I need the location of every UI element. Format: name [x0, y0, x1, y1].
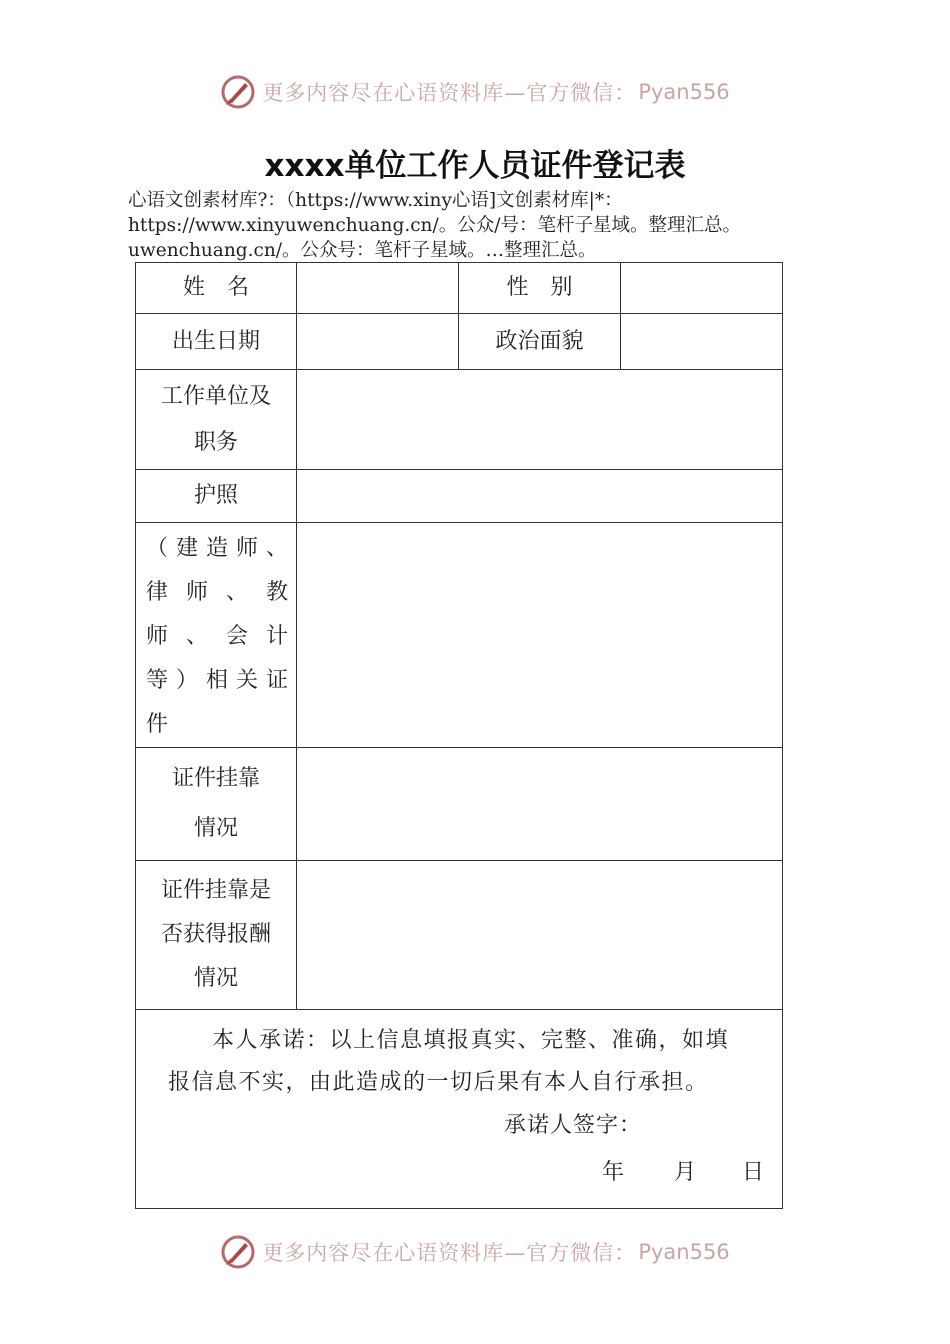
- paid-label-line-3: 情况: [193, 966, 238, 991]
- paid-label-cell: [136, 861, 297, 1010]
- table-row: [136, 748, 783, 861]
- birth-label-cell: [136, 314, 297, 370]
- work-unit-label-line-1: 工作单位及: [160, 383, 271, 409]
- source-note-line-2: https://www.xinyuwenchuang.cn/。公众/号：笔杆子星域。整理汇总。: [128, 215, 741, 236]
- promise-cell: [136, 1010, 783, 1209]
- day-label: 日: [742, 1160, 765, 1185]
- certificate-label-line: 师、会计: [146, 624, 288, 649]
- cert-affiliation-label-line-1: 证件挂靠: [171, 766, 260, 791]
- watermark-text: 更多内容尽在心语资料库—官方微信：: [262, 81, 637, 105]
- politics-label: 政治面貌: [495, 328, 584, 354]
- passport-input-cell[interactable]: [297, 470, 783, 523]
- name-label-cell: [136, 263, 297, 314]
- work-unit-label-cell: [136, 370, 297, 470]
- cert-affiliation-input-cell[interactable]: [297, 748, 783, 861]
- registration-form-table: [135, 262, 783, 1209]
- passport-label: 护照: [193, 483, 238, 508]
- gender-label: 性别: [506, 275, 595, 300]
- date-line: [136, 1148, 782, 1198]
- source-note-line-1: 心语文创素材库?：（https://www.xiny心语]文创素材库|*：: [128, 190, 623, 211]
- birth-label: 出生日期: [171, 328, 260, 354]
- paid-label-line-2: 否获得报酬: [160, 922, 271, 947]
- certificate-label-line: （建造师、: [146, 536, 288, 561]
- month-label: 月: [674, 1160, 697, 1185]
- politics-input-cell[interactable]: [621, 314, 783, 370]
- gender-label-cell: [459, 263, 621, 314]
- table-row: [136, 523, 783, 748]
- table-row: [136, 370, 783, 470]
- certificate-label-line: 件: [146, 712, 169, 737]
- pen-logo-icon: [220, 74, 256, 110]
- politics-label-cell: [459, 314, 621, 370]
- page-title: xxxx单位工作人员证件登记表: [264, 148, 686, 184]
- table-row: [136, 470, 783, 523]
- promise-text-line-2: 报信息不实，由此造成的一切后果有本人自行承担。: [168, 1070, 709, 1095]
- table-row: [136, 263, 783, 314]
- watermark-wechat: Pyan556: [638, 1240, 730, 1264]
- source-note-line-3: uwenchuang.cn/。公众号：笔杆子星域。…整理汇总。: [128, 240, 597, 261]
- table-row: [136, 1010, 783, 1209]
- promise-text-line-1: 本人承诺：以上信息填报真实、完整、准确，如填: [212, 1028, 730, 1053]
- certificate-label-line: 等）相关证: [146, 668, 288, 693]
- table-row: [136, 861, 783, 1010]
- watermark-text: 更多内容尽在心语资料库—官方微信：: [262, 1241, 637, 1265]
- watermark-wechat: Pyan556: [638, 80, 730, 104]
- name-input-cell[interactable]: [297, 263, 459, 314]
- year-label: 年: [602, 1160, 625, 1185]
- birth-input-cell[interactable]: [297, 314, 459, 370]
- paid-label-line-1: 证件挂靠是: [160, 878, 271, 903]
- header-watermark: [0, 72, 950, 112]
- cert-affiliation-label-cell: [136, 748, 297, 861]
- certificate-label-line: 律师、教: [146, 580, 288, 605]
- work-unit-input-cell[interactable]: [297, 370, 783, 470]
- certificate-input-cell[interactable]: [297, 523, 783, 748]
- table-row: [136, 314, 783, 370]
- work-unit-label-line-2: 职务: [193, 429, 238, 455]
- name-label: 姓名: [182, 275, 271, 300]
- cert-affiliation-label-line-2: 情况: [193, 816, 238, 841]
- paid-input-cell[interactable]: [297, 861, 783, 1010]
- gender-input-cell[interactable]: [621, 263, 783, 314]
- pen-logo-icon: [220, 1234, 256, 1270]
- certificate-label-cell: [136, 523, 297, 748]
- signer-label: 承诺人签字：: [504, 1113, 643, 1138]
- footer-watermark: [0, 1232, 950, 1272]
- passport-label-cell: [136, 470, 297, 523]
